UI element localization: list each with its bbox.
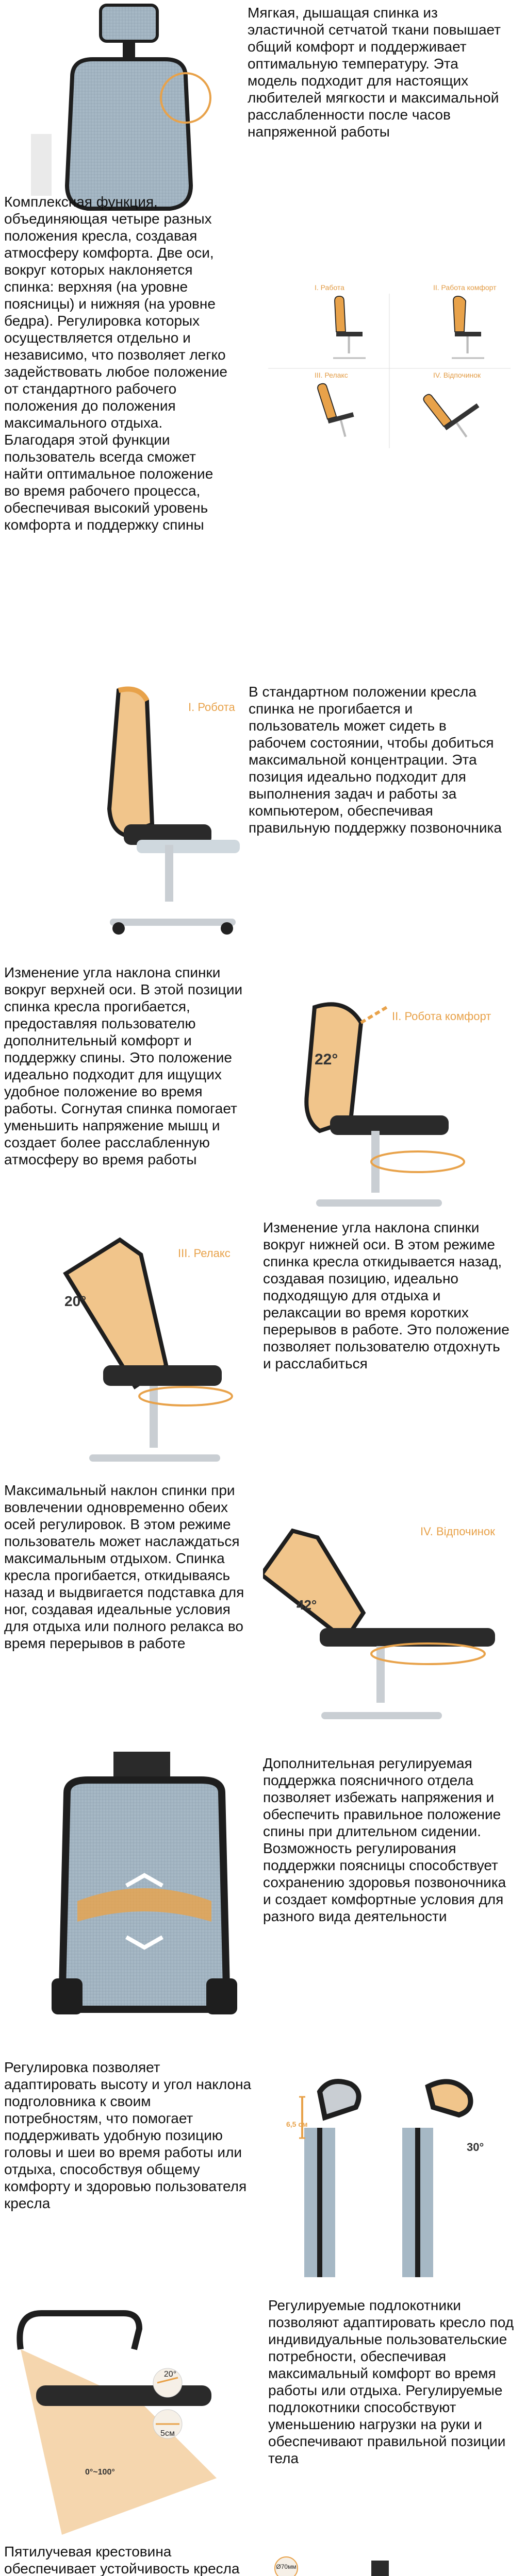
work-label: I. Робота bbox=[188, 701, 235, 714]
chair-work-comfort-image bbox=[242, 992, 521, 1218]
rest-label: IV. Відпочинок bbox=[420, 1525, 495, 1538]
armrest-rotation: 0°~100° bbox=[85, 2468, 115, 2477]
armrest-shift: 5см bbox=[160, 2429, 175, 2438]
section-relax bbox=[0, 1216, 526, 1494]
lumbar-description: Дополнительная регулируемая поддержка поясничного отдела позволяет избежать напряжения и обеспечить правильное положение спины при длительном сидении. Возможность регулирования поддержки поясницы способствует сохранению здоровья позвоночника и создает комфортные условия для разного вида деятельности bbox=[263, 1755, 506, 1924]
relax-description: Изменение угла наклона спинки вокруг нижней оси. В этом режиме спинка кресла откидывается назад, создавая позицию, идеально подходящую для отдыха и релаксации во время коротких перерывов в работе. Это положение позволяет пользователю отдохнуть и расслабиться bbox=[263, 1219, 509, 1371]
section-armrests bbox=[0, 2293, 526, 2540]
chair-rest-image bbox=[263, 1520, 521, 1736]
lumbar-support-image bbox=[36, 1752, 253, 2030]
work-description: В стандартном положении кресла спинка не прогибается и пользователь может сидеть в рабочем состоянии, чтобы добиться максимальной концентрации. Эта позиция идеально подходит для выполнения задач и работы за компьютером, обеспечивая правильную поддержку позвоночника bbox=[249, 684, 502, 836]
rest-angle: 42° bbox=[297, 1597, 317, 1613]
section-lumbar bbox=[0, 1752, 526, 2040]
section-base bbox=[0, 2540, 526, 2576]
grid-chair-work bbox=[333, 296, 366, 358]
section-rest bbox=[0, 1479, 526, 1747]
headrest-description: Регулировка позволяет адаптировать высоту и угол наклона подголовника к своим потребностям, что помогает поддерживать удобную позицию головы и шеи во время работы или отдыха, способствуя общему комфорту и здоровью пользователя кресла bbox=[4, 2059, 252, 2211]
section-headrest bbox=[0, 2056, 526, 2293]
five-star-base-image bbox=[268, 2550, 516, 2576]
work-comfort-label: II. Робота комфорт bbox=[392, 1010, 491, 1023]
chair-work-image bbox=[62, 680, 248, 938]
work-comfort-description: Изменение угла наклона спинки вокруг верхней оси. В этой позиции спинка кресла прогибается, предоставляя пользователю дополнительный комфорт и поддержку спины. Это положение идеально подходит для ищущих удобное положение во время работы. Согнутая спинка помогает уменьшить напряжение мышц и создает более расслабленную атмосферу во время работы bbox=[4, 964, 243, 1167]
base-wheel-size: Ø70мм bbox=[276, 2563, 297, 2570]
mesh-description: Мягкая, дышащая спинка из эластичной сетчатой ткани повышает общий комфорт и поддерживает оптимальную температуру. Эта модель подходит для настоящих любителей мягкости и максимальной расслабленности после часов напряженной работы bbox=[248, 5, 501, 140]
armrest-tilt: 20° bbox=[163, 2370, 177, 2379]
headrest-angle: 30° bbox=[467, 2141, 484, 2154]
positions-grid bbox=[263, 283, 516, 453]
section-work-comfort bbox=[0, 961, 526, 1229]
armrests-description: Регулируемые подлокотники позволяют адаптировать кресло под индивидуальные пользовательские потребности, обеспечивая максимальный комфорт во время работы или отдыха. Регулируемые подлокотники способствуют уменьшению нагрузки на руки и обеспечивают правильной позиции тела bbox=[268, 2297, 514, 2466]
section-functions bbox=[0, 183, 526, 574]
armrest-adjust-image bbox=[0, 2293, 258, 2540]
base-description: Пятилучевая крестовина обеспечивает устойчивость кресла bbox=[4, 2544, 240, 2576]
chair-relax-image bbox=[0, 1231, 278, 1489]
grid-label-work: I. Работа bbox=[315, 283, 344, 292]
relax-label: III. Релакс bbox=[178, 1247, 231, 1260]
functions-description: Комплексная функция, объединяющая четыре разных положения кресла, создавая атмосферу комфорта. Две оси, вокруг которых наклоняется спинка: верхняя (на уровне поясницы) и нижняя (на уровне бедра). Регулировка которых осуществляется отдельно и независимо, что позволяет легко задействовать любое положение от стандартного рабочего положения до положения максимального отдыха. Благодаря этой функции пользователь всегда сможет найти оптимальное положение во время рабочего процесса, обеспечивая высокий уровень комфорта и поддержку спины bbox=[4, 194, 227, 533]
relax-angle: 20° bbox=[64, 1293, 87, 1309]
section-work bbox=[0, 680, 526, 948]
grid-label-rest: IV. Відпочинок bbox=[433, 371, 481, 379]
headrest-adjust-image bbox=[289, 2071, 516, 2287]
grid-label-relax: III. Релакс bbox=[315, 371, 348, 379]
rest-description: Максимальный наклон спинки при вовлечении одновременно обеих осей регулировок. В этом режиме пользователь может наслаждаться максимальным отдыхом. Спинка кресла прогибается, откидываясь назад и выдвигается подставка для ног, создавая идеальные условия для отдыха или полного релакса во время перерывов в работе bbox=[4, 1482, 244, 1651]
headrest-height: 6,5 см bbox=[286, 2120, 308, 2128]
work-comfort-angle: 22° bbox=[315, 1051, 338, 1068]
grid-label-work-comfort: II. Работа комфорт bbox=[433, 283, 497, 292]
